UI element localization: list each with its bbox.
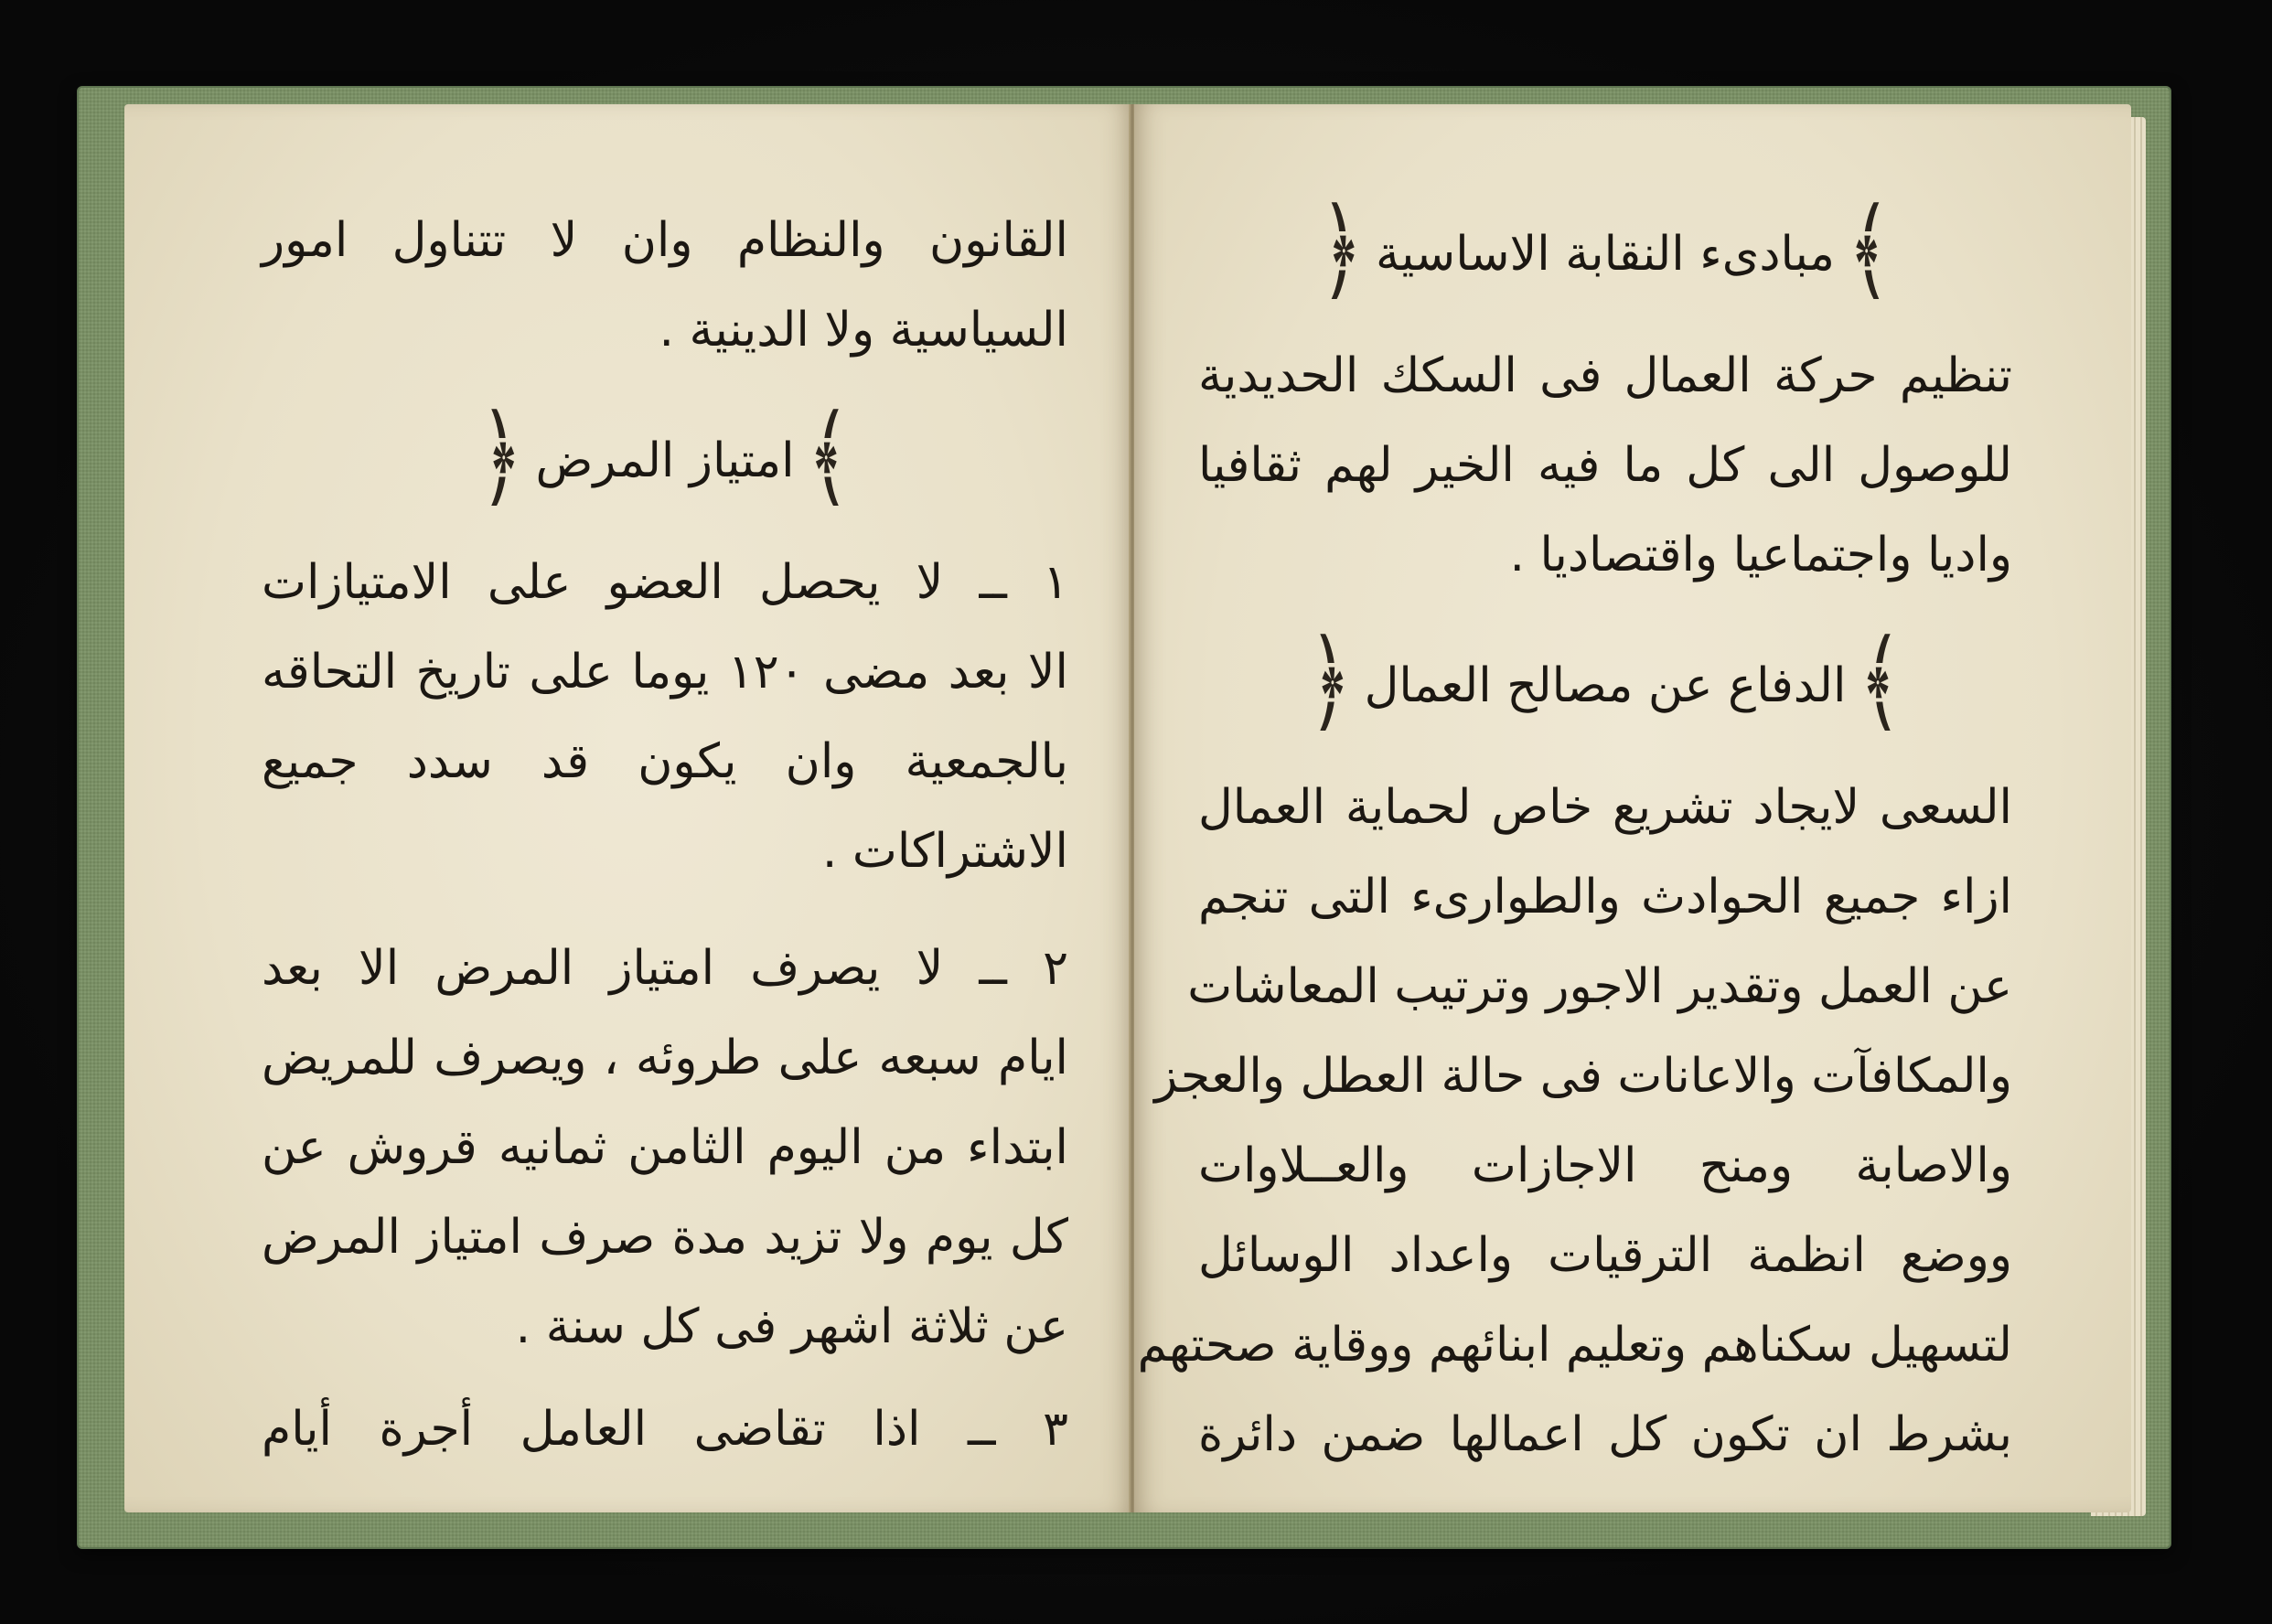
text-line: عن العمل وتقدير الاجور وترتيب المعاشات [1187, 959, 2012, 1014]
text-line: ابتداء من اليوم الثامن ثمانيه قروش عن [262, 1120, 1068, 1175]
ornamental-bracket-icon: ﴿ [479, 392, 523, 520]
text-line: السياسية ولا الدينية . [659, 303, 1068, 358]
text-line: ٣ ــ اذا تقاضى العامل أجرة أيام [262, 1402, 1068, 1457]
text-line: الا بعد مضى ١٢٠ يوما على تاريخ التحاقه [262, 645, 1068, 700]
left-page [124, 104, 1132, 1512]
ornamental-bracket-icon: ﴿ [1320, 186, 1364, 314]
text-line: بشرط ان تكون كل اعمالها ضمن دائرة [1198, 1407, 2012, 1462]
ornamental-bracket-icon: ﴿ [1308, 617, 1352, 745]
text-line: كل يوم ولا تزيد مدة صرف امتياز المرض [262, 1210, 1068, 1265]
ornamental-bracket-icon: ﴾ [1859, 617, 1902, 745]
left-page-text [262, 196, 1068, 1458]
heading-text: الدفاع عن مصالح العمال [1364, 658, 1847, 713]
text-line: ١ ــ لا يحصل العضو على الامتيازات [262, 555, 1068, 610]
right-page [1134, 104, 2131, 1512]
text-line: والاصابة ومنح الاجازات والعــلاوات [1198, 1138, 2012, 1193]
text-line: عن ثلاثة اشهر فى كل سنة . [515, 1299, 1068, 1354]
right-page-text [1137, 186, 2012, 1462]
text-line: ازاء جميع الحوادث والطوارىء التى تنجم [1198, 870, 2012, 924]
text-line: واديا واجتماعيا واقتصاديا . [1509, 528, 2012, 582]
text-line: تنظيم حركة العمال فى السكك الحديدية [1198, 348, 2012, 403]
text-line: القانون والنظام وان لا تتناول امور [262, 213, 1068, 268]
section-heading-sick-benefit [262, 392, 1068, 520]
text-line: ٢ ــ لا يصرف امتياز المرض الا بعد [262, 941, 1068, 996]
heading-text: مبادىء النقابة الاساسية [1376, 227, 1835, 282]
text-line: بالجمعية وان يكون قد سدد جميع [262, 734, 1068, 789]
ornamental-bracket-icon: ﴾ [1847, 186, 1891, 314]
section-heading-principles [1198, 186, 2012, 314]
text-line: لتسهيل سكناهم وتعليم ابنائهم ووقاية صحتهم [1137, 1318, 2012, 1373]
text-line: للوصول الى كل ما فيه الخير لهم ثقافيا [1198, 438, 2012, 493]
heading-text: امتياز المرض [535, 433, 795, 488]
text-line: الاشتراكات . [821, 824, 1068, 879]
text-line: ووضع انظمة الترقيات واعداد الوسائل [1198, 1228, 2012, 1283]
text-line: السعى لايجاد تشريع خاص لحماية العمال [1198, 780, 2012, 835]
booklet-cover [77, 86, 2171, 1549]
text-line: والمكافآت والاعانات فى حالة العطل والعجز [1154, 1049, 2012, 1104]
text-line: ايام سبعه على طروئه ، ويصرف للمريض [262, 1031, 1068, 1085]
ornamental-bracket-icon: ﴾ [807, 392, 851, 520]
section-heading-defending-interests [1198, 617, 2012, 745]
